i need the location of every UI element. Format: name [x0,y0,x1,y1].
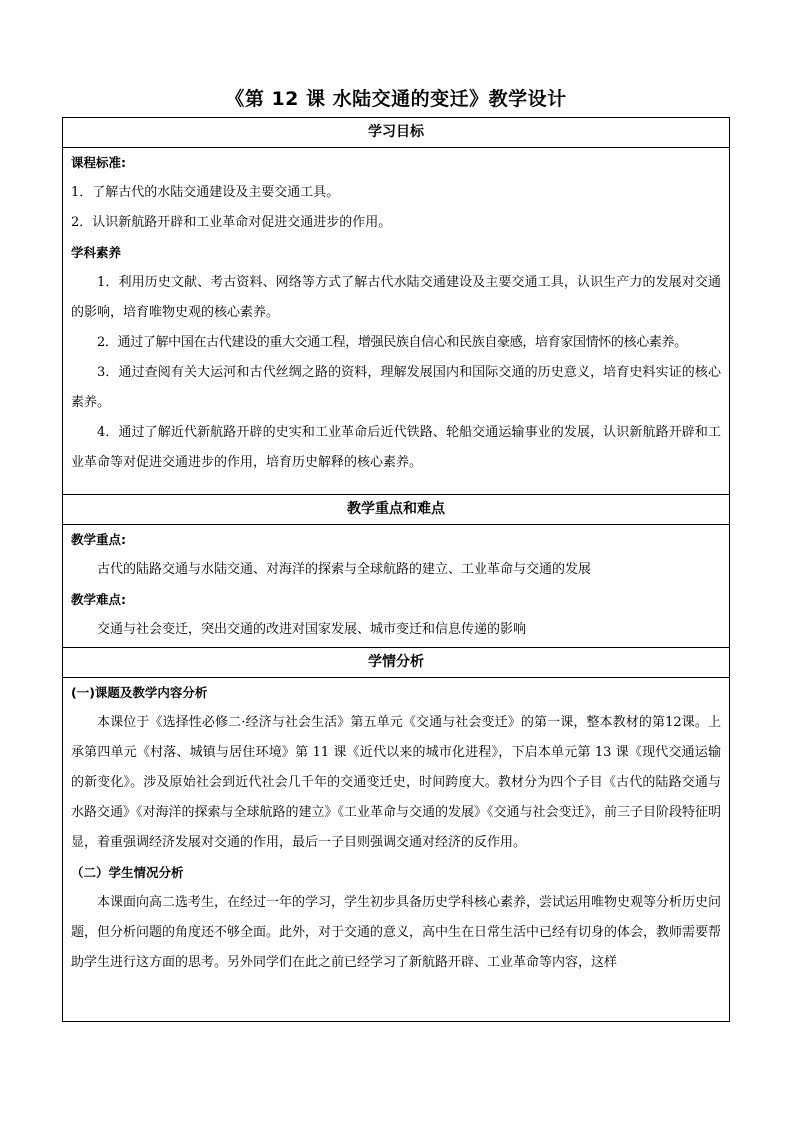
curriculum-label: 课程标准: [71,155,126,170]
key-points-header: 教学重点和难点 [63,495,730,525]
analysis-part2-text: 本课面向高二选考生，在经过一年的学习，学生初步具备历史学科核心素养，尝试运用唯物史观等分析历史问题，但分析问题的角度还不够全面。此外，对于交通的意义，高中生在日常生活中已经有切身的体会，教师需要帮助学生进行这方面的思考。另外同学们在此之前已经学习了新航路开辟、工业革命等内容，这样 [71,895,722,970]
literacy-item-3: 3．通过查阅有关大运河和古代丝绸之路的资料，理解发展国内和国际交通的历史意义，培育史料实证的核心素养。 [71,365,721,410]
difficulty-label: 教学难点: [71,592,126,607]
section-header-goals [63,118,730,148]
section-body-goals [63,148,730,495]
curriculum-item-2: 2．认识新航路开辟和工业革命对促进交通进步的作用。 [71,215,392,230]
analysis-cell [63,678,730,1022]
key-points-cell [63,525,730,648]
literacy-item-2: 2．通过了解中国在古代建设的重大交通工程，增强民族自信心和民族自豪感，培育家国情怀的核心素养。 [97,335,687,350]
section-body-analysis [63,678,730,1022]
literacy-item-1: 1．利用历史文献、考古资料、网络等方式了解古代水陆交通建设及主要交通工具，认识生产力的发展对交通的影响，培育唯物史观的核心素养。 [71,275,721,320]
focus-label: 教学重点: [71,532,126,547]
goals-header: 学习目标 [63,118,730,148]
section-header-key-points [63,495,730,525]
analysis-header: 学情分析 [63,648,730,678]
difficulty-text: 交通与社会变迁，突出交通的改进对国家发展、城市变迁和信息传递的影响 [97,622,527,637]
literacy-item-4: 4．通过了解近代新航路开辟的史实和工业革命后近代铁路、轮船交通运输事业的发展，认识新航路开辟和工业革命等对促进交通进步的作用，培育历史解释的核心素养。 [71,425,721,470]
analysis-part1-text: 本课位于《选择性必修二·经济与社会生活》第五单元《交通与社会变迁》的第一课，整本教材的第12课。上承第四单元《村落、城镇与居住环境》第 11 课《近代以来的城市化进程》，下启本单元第 13 课《现代交通运输的新变化》。涉及原始社会到近代社会几千年的交通变迁史，时间跨度大。教材分为四个子目《古代的陆路交通与水路交通》《对海洋的探索与全球航路的建立》《工业革命与交通的发展》《交通与社会变迁》，前三子目阶段特征明显，着重强调经济发展对交通的作用，最后一子目则强调交通对经济的反作用。 [71,715,722,850]
analysis-part2-label: （二）学生情况分析 [71,865,184,880]
analysis-part1-label: (一)课题及教学内容分析 [71,685,208,700]
goals-cell [63,148,730,495]
lesson-plan-table [62,117,730,1022]
section-header-analysis [63,648,730,678]
literacy-label: 学科素养 [71,245,122,260]
section-body-key-points [63,525,730,648]
focus-text: 古代的陆路交通与水陆交通、对海洋的探索与全球航路的建立、工业革命与交通的发展 [97,562,592,577]
curriculum-item-1: 1．了解古代的水陆交通建设及主要交通工具。 [71,185,340,200]
document-title: 《第 12 课 水陆交通的变迁》教学设计 [225,88,567,110]
